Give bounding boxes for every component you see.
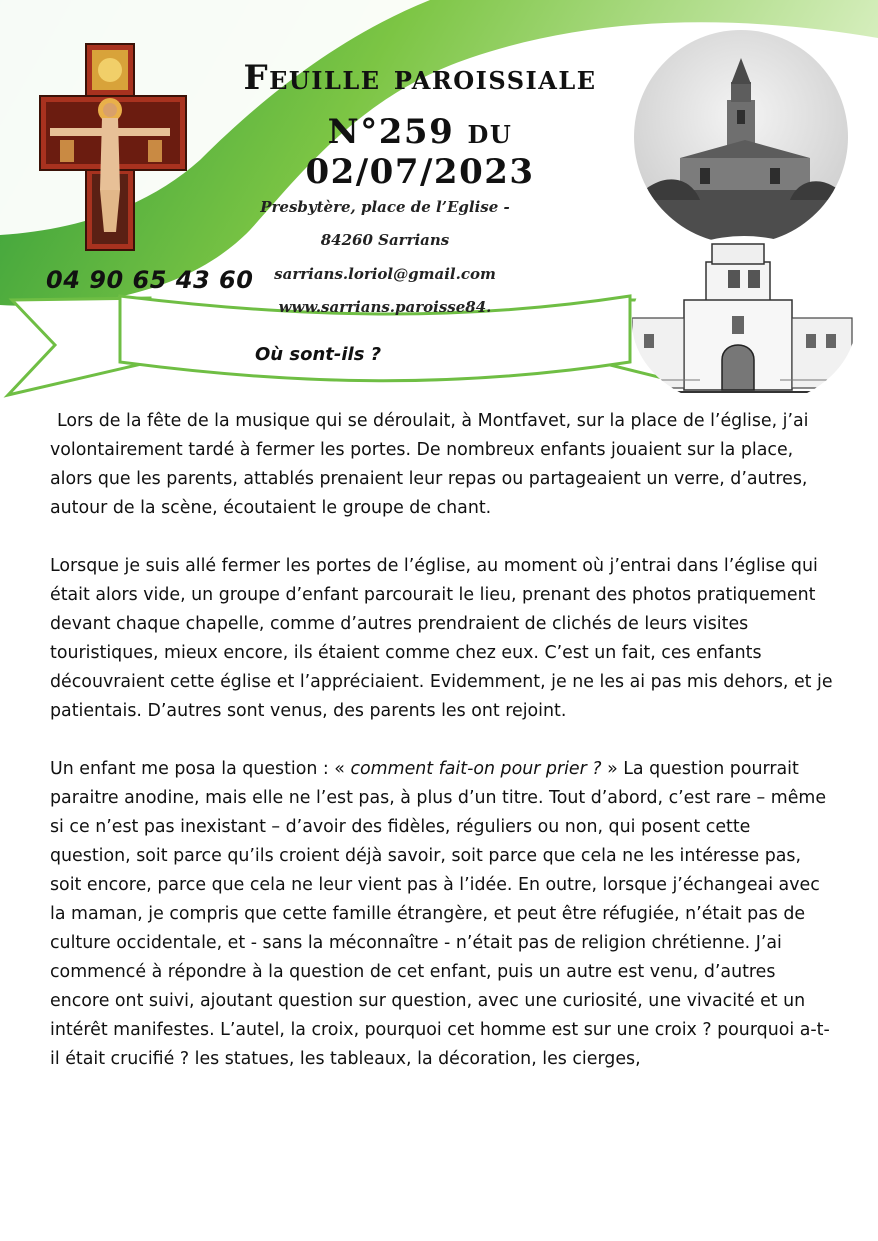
issue-number-and-date: N°259 du 02/07/2023 [305,112,535,192]
church-bell-tower-photo [634,30,848,250]
article-paragraph-3 [50,755,836,1074]
article-paragraph-2: Lorsque je suis allé fermer les portes de l’église, au moment où j’entrai dans l’église qui était alors vide, un groupe d’enfant parcourait le lieu, prenant des photos pratiquement devant chaque chapelle, comme d’autres prendraient de clichés de leurs visites touristiques, mieux encore, ils étaient comme chez eux. C’est un fait, ces enfants découvraient cette église et l’appréciaient. Evidemment, je ne les ai pas mis dehors, et je patientais. D’autres sont venus, des parents les ont rejoint. [50,556,833,721]
contact-email: sarrians.loriol@gmail.com [274,265,496,283]
article-headline: Où sont-ils ? [255,344,382,365]
church-facade-drawing [630,234,860,400]
child-question-quote: comment fait-on pour prier ? [350,759,602,779]
newsletter-title: Feuille paroissiale [243,58,597,98]
paragraph-3-opening: Un enfant me posa la question : « [50,759,351,779]
paragraph-3-continuation: » La question pourrait paraitre anodine, mais elle ne l’est pas, à plus d’un titre. Tout d’abord, c’est rare – même si ce n’est pas inexistant – d’avoir des fidèles, réguliers ou non, qui posent cette question, soit parce qu’ils croient déjà savoir, soit parce que cela ne les intéresse pas, soit encore, parce que cela ne leur vient pas à l’idée. En outre, lorsque j’échangeai avec la maman, je compris que cette famille étrangère, et peut être réfugiée, n’était pas de culture occidentale, et - sans la méconnaître - n’était pas de religion chrétienne. J’ai commencé à répondre à la question de cet enfant, puis un autre est venu, d’autres encore ont suivi, ajoutant question sur question, avec une curiosité, une vivacité et un intérêt manifestes. L’autel, la croix, pourquoi cet homme est sur une croix ? pourquoi a-t-il était crucifié ? les statues, les tableaux, la décoration, les cierges, [50,759,830,1069]
address-line-1: Presbytère, place de l’Eglise - [260,198,510,216]
parish-website: www.sarrians.paroisse84. [278,298,492,316]
address-line-2: 84260 Sarrians [320,231,450,249]
parish-phone-number: 04 90 65 43 60 [46,266,254,294]
article-body [50,407,836,1103]
article-paragraph-1: Lors de la fête de la musique qui se déroulait, à Montfavet, sur la place de l’église, j’ai volontairement tardé à fermer les portes. De nombreux enfants jouaient sur la place, alors que les parents, attablés prenaient leur repas ou partageaient un verre, d’autres, autour de la scène, écoutaient le groupe de chant. [50,411,809,518]
